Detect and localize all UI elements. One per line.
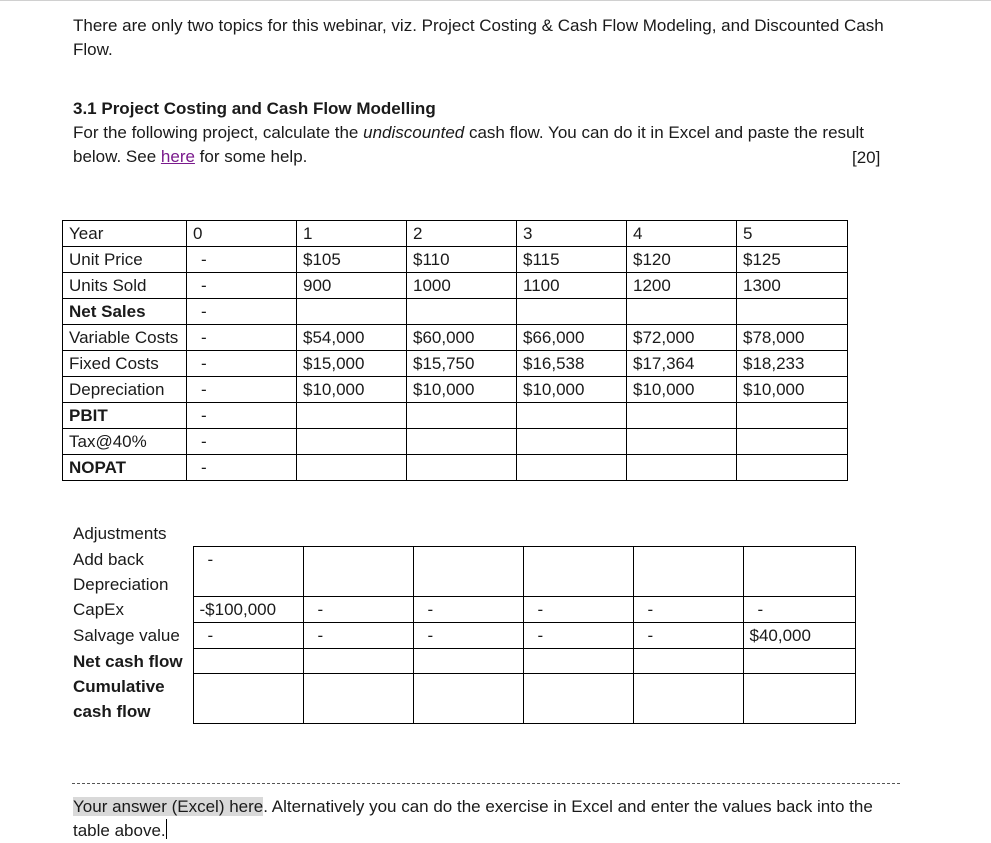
table-cell[interactable]: -: [187, 273, 297, 299]
table-cell[interactable]: -: [187, 299, 297, 325]
desc-emphasis: undiscounted: [363, 123, 465, 142]
row-label: Cumulative cash flow: [62, 674, 193, 724]
table-cell[interactable]: [303, 674, 413, 724]
table-cell[interactable]: [413, 547, 523, 597]
table-cell[interactable]: $78,000: [737, 325, 848, 351]
table-row-pbit: [63, 403, 848, 429]
table-row-units-sold: [63, 273, 848, 299]
table-cell[interactable]: [413, 674, 523, 724]
cash-flow-table: [62, 546, 856, 724]
row-label: Year: [63, 221, 187, 247]
table-cell[interactable]: [407, 299, 517, 325]
table-cell[interactable]: 1200: [627, 273, 737, 299]
table-row-nopat: [63, 455, 848, 481]
table-cell[interactable]: [303, 547, 413, 597]
help-link[interactable]: here: [160, 147, 195, 166]
text-cursor: [166, 819, 167, 839]
table-cell[interactable]: $10,000: [517, 377, 627, 403]
table-cell[interactable]: 1300: [737, 273, 848, 299]
table-cell[interactable]: -: [187, 325, 297, 351]
table-cell[interactable]: [517, 429, 627, 455]
table-cell[interactable]: -: [187, 455, 297, 481]
desc-text-3: for some help.: [194, 147, 308, 166]
table-cell[interactable]: $16,538: [517, 351, 627, 377]
table-row-add-back: [62, 547, 855, 597]
table-cell[interactable]: -: [523, 597, 633, 623]
table-cell[interactable]: $40,000: [743, 623, 855, 649]
year-cell[interactable]: 0: [187, 221, 297, 247]
table-cell[interactable]: $17,364: [627, 351, 737, 377]
year-cell[interactable]: 5: [737, 221, 848, 247]
table-cell[interactable]: -: [193, 623, 303, 649]
table-cell[interactable]: -: [633, 597, 743, 623]
table-cell[interactable]: -: [187, 429, 297, 455]
table-cell[interactable]: -: [743, 597, 855, 623]
table-cell[interactable]: [517, 403, 627, 429]
table-cell[interactable]: $18,233: [737, 351, 848, 377]
table-row-unit-price: [63, 247, 848, 273]
row-label: NOPAT: [63, 455, 187, 481]
table-cell[interactable]: [633, 649, 743, 674]
table-cell[interactable]: 900: [297, 273, 407, 299]
table-cell[interactable]: [523, 649, 633, 674]
table-row-tax: [63, 429, 848, 455]
table-row-net-cash-flow: [62, 649, 855, 674]
row-label: Net Sales: [63, 299, 187, 325]
row-label: Depreciation: [63, 377, 187, 403]
table-cell[interactable]: -: [633, 623, 743, 649]
table-cell[interactable]: [413, 649, 523, 674]
year-cell[interactable]: 1: [297, 221, 407, 247]
table-cell[interactable]: -: [187, 403, 297, 429]
table-cell[interactable]: $66,000: [517, 325, 627, 351]
desc-text-1: For the following project, calculate the: [73, 123, 364, 142]
table-cell[interactable]: -: [193, 547, 303, 597]
table-cell[interactable]: [407, 429, 517, 455]
table-cell[interactable]: [737, 429, 848, 455]
table-cell[interactable]: [407, 455, 517, 481]
table-cell[interactable]: [297, 403, 407, 429]
table-cell[interactable]: [297, 429, 407, 455]
table-cell[interactable]: [737, 403, 848, 429]
section-description: [73, 121, 885, 169]
table-cell[interactable]: [627, 299, 737, 325]
table-cell[interactable]: [193, 674, 303, 724]
table-cell[interactable]: [627, 403, 737, 429]
table-row-variable-costs: [63, 325, 848, 351]
table-cell[interactable]: [743, 674, 855, 724]
desc-text-2: cash flow. You can do it in Excel and paste the result below. See: [73, 123, 865, 166]
dashed-separator: [72, 783, 900, 784]
table-cell[interactable]: -: [187, 377, 297, 403]
table-cell[interactable]: [517, 299, 627, 325]
table-cell[interactable]: [743, 649, 855, 674]
table-cell[interactable]: $10,000: [297, 377, 407, 403]
table-row-salvage: [62, 623, 855, 649]
answer-text: . Alternatively you can do the exercise in Excel and enter the values back into the table above.: [73, 797, 873, 840]
table-cell[interactable]: $54,000: [297, 325, 407, 351]
table-cell[interactable]: [743, 547, 855, 597]
marks-label: [20]: [852, 148, 881, 167]
row-label: Salvage value: [62, 623, 193, 649]
row-label: Unit Price: [63, 247, 187, 273]
table-cell[interactable]: 1000: [407, 273, 517, 299]
table-cell[interactable]: $110: [407, 247, 517, 273]
year-cell[interactable]: 3: [517, 221, 627, 247]
table-cell[interactable]: [633, 674, 743, 724]
table-row-capex: [62, 597, 855, 623]
table-cell[interactable]: [633, 547, 743, 597]
table-cell[interactable]: $72,000: [627, 325, 737, 351]
table-cell[interactable]: $120: [627, 247, 737, 273]
table-cell[interactable]: [523, 547, 633, 597]
table-cell[interactable]: [193, 649, 303, 674]
row-label: Fixed Costs: [63, 351, 187, 377]
table-cell[interactable]: $125: [737, 247, 848, 273]
intro-paragraph: There are only two topics for this webinar, viz. Project Costing & Cash Flow Modeling, and Discounted Cash Flow.: [73, 16, 884, 59]
table-row-net-sales: [63, 299, 848, 325]
table-cell[interactable]: [297, 455, 407, 481]
row-label: Units Sold: [63, 273, 187, 299]
answer-placeholder[interactable]: Your answer (Excel) here: [73, 797, 264, 816]
table-cell[interactable]: [627, 455, 737, 481]
table-cell[interactable]: [523, 674, 633, 724]
row-label: Tax@40%: [63, 429, 187, 455]
table-cell[interactable]: $105: [297, 247, 407, 273]
row-label: Variable Costs: [63, 325, 187, 351]
table-row-cumulative: [62, 674, 855, 724]
table-cell[interactable]: -: [303, 597, 413, 623]
income-table: [62, 220, 848, 481]
answer-paragraph[interactable]: [73, 795, 903, 843]
row-label: CapEx: [62, 597, 193, 623]
table-cell[interactable]: -: [413, 597, 523, 623]
table-cell[interactable]: [407, 403, 517, 429]
table-cell[interactable]: -: [303, 623, 413, 649]
table-cell[interactable]: $15,750: [407, 351, 517, 377]
table-cell[interactable]: -$100,000: [193, 597, 303, 623]
table-cell[interactable]: -: [187, 351, 297, 377]
table-row-year: [63, 221, 848, 247]
table-cell[interactable]: 1100: [517, 273, 627, 299]
year-cell[interactable]: 4: [627, 221, 737, 247]
table-cell[interactable]: $10,000: [627, 377, 737, 403]
table-cell[interactable]: -: [187, 247, 297, 273]
adjustments-label: Adjustments: [73, 524, 167, 543]
table-cell[interactable]: [303, 649, 413, 674]
table-cell[interactable]: -: [523, 623, 633, 649]
table-row-fixed-costs: [63, 351, 848, 377]
section-heading: 3.1 Project Costing and Cash Flow Modelling: [73, 99, 436, 118]
table-cell[interactable]: $115: [517, 247, 627, 273]
table-cell[interactable]: -: [413, 623, 523, 649]
table-cell[interactable]: [297, 299, 407, 325]
table-cell[interactable]: [517, 455, 627, 481]
row-label: Add back Depreciation: [62, 547, 193, 597]
table-cell[interactable]: $10,000: [737, 377, 848, 403]
table-cell[interactable]: [627, 429, 737, 455]
row-label: PBIT: [63, 403, 187, 429]
table-cell[interactable]: $60,000: [407, 325, 517, 351]
table-cell[interactable]: [737, 455, 848, 481]
table-cell[interactable]: [737, 299, 848, 325]
table-cell[interactable]: $10,000: [407, 377, 517, 403]
year-cell[interactable]: 2: [407, 221, 517, 247]
page-top-border: [0, 0, 991, 1]
row-label: Net cash flow: [62, 649, 193, 674]
table-cell[interactable]: $15,000: [297, 351, 407, 377]
table-row-depreciation: [63, 377, 848, 403]
